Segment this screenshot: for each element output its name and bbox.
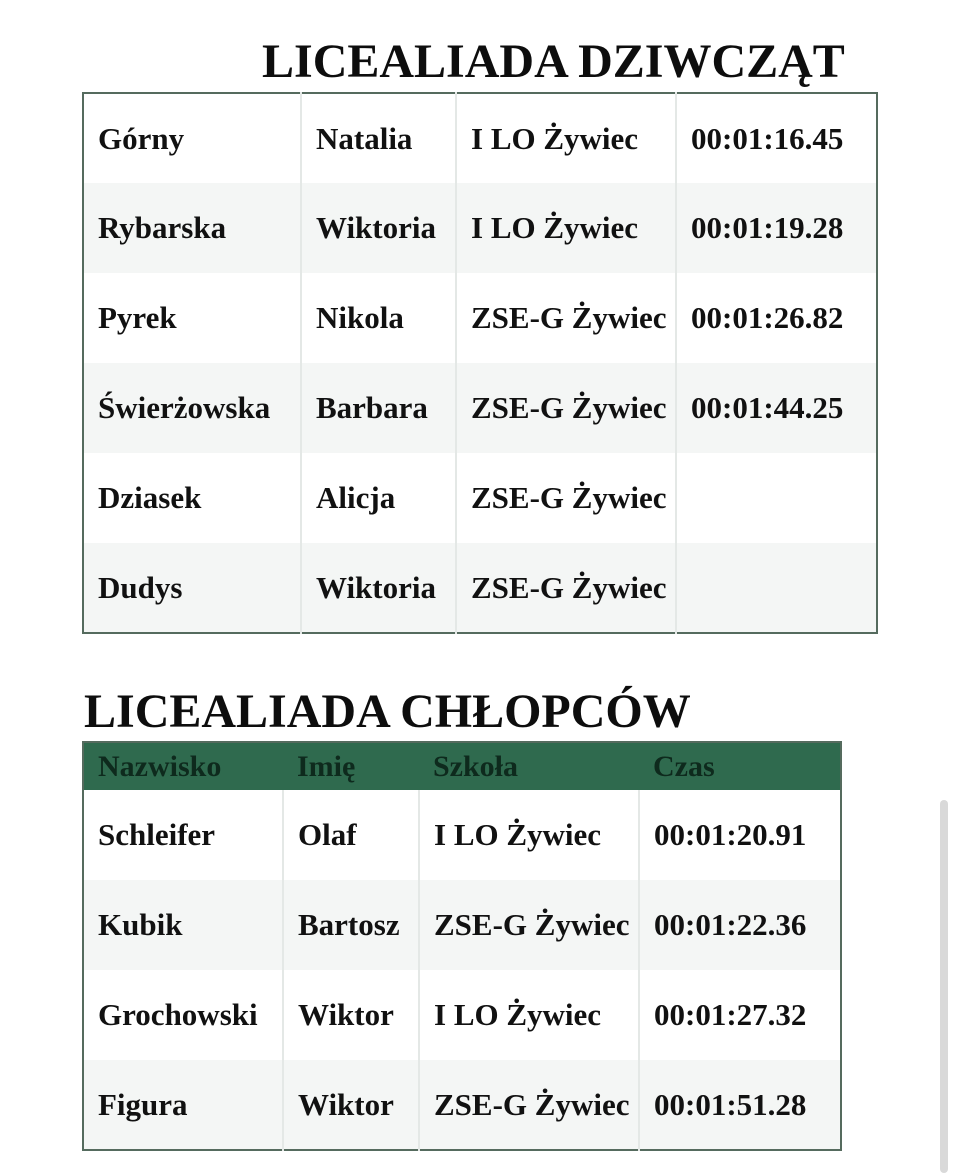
table-row bbox=[83, 790, 841, 880]
table-row bbox=[83, 273, 877, 363]
time-cell: 00:01:22.36 bbox=[639, 880, 841, 970]
first-name-cell: Nikola bbox=[301, 273, 456, 363]
time-cell: 00:01:16.45 bbox=[676, 93, 877, 183]
school-cell: ZSE-G Żywiec bbox=[456, 453, 676, 543]
header-school: Szkoła bbox=[433, 749, 519, 783]
school-cell: I LO Żywiec bbox=[456, 93, 676, 183]
time-cell bbox=[676, 543, 877, 633]
time-cell: 00:01:26.82 bbox=[676, 273, 877, 363]
time-cell: 00:01:51.28 bbox=[639, 1060, 841, 1150]
time-cell: 00:01:20.91 bbox=[639, 790, 841, 880]
surname-cell: Dziasek bbox=[98, 480, 202, 515]
table-row bbox=[83, 183, 877, 273]
surname-cell: Pyrek bbox=[98, 300, 177, 335]
header-surname: Nazwisko bbox=[98, 749, 222, 783]
first-name-cell: Olaf bbox=[283, 790, 419, 880]
table-header-row bbox=[83, 742, 841, 790]
school-cell: ZSE-G Żywiec bbox=[419, 880, 639, 970]
table-row bbox=[83, 543, 877, 633]
time-cell: 00:01:44.25 bbox=[676, 363, 877, 453]
boys-results-table bbox=[82, 741, 842, 1151]
table-row bbox=[83, 970, 841, 1060]
first-name-cell: Wiktoria bbox=[301, 183, 456, 273]
surname-cell: Kubik bbox=[98, 907, 183, 942]
time-cell bbox=[676, 453, 877, 543]
surname-cell: Figura bbox=[98, 1086, 188, 1122]
table-row bbox=[83, 93, 877, 183]
girls-results-table bbox=[82, 92, 878, 634]
surname-cell: Świerżowska bbox=[98, 390, 271, 425]
surname-cell: Rybarska bbox=[98, 210, 227, 245]
surname-cell: Schleifer bbox=[98, 817, 216, 852]
school-cell: ZSE-G Żywiec bbox=[456, 273, 676, 363]
table-row bbox=[83, 453, 877, 543]
school-cell: ZSE-G Żywiec bbox=[456, 543, 676, 633]
table-row bbox=[83, 1060, 841, 1150]
first-name-cell: Bartosz bbox=[283, 880, 419, 970]
table-row bbox=[83, 880, 841, 970]
first-name-cell: Natalia bbox=[301, 93, 456, 183]
header-first-name: Imię bbox=[297, 749, 356, 783]
school-cell: I LO Żywiec bbox=[419, 970, 639, 1060]
first-name-cell: Wiktor bbox=[283, 1060, 419, 1150]
first-name-cell: Wiktoria bbox=[301, 543, 456, 633]
boys-section-title: LICEALIADA CHŁOPCÓW bbox=[84, 685, 691, 738]
surname-cell: Grochowski bbox=[98, 997, 258, 1032]
header-time: Czas bbox=[653, 749, 715, 783]
first-name-cell: Alicja bbox=[301, 453, 456, 543]
school-cell: ZSE-G Żywiec bbox=[419, 1060, 639, 1150]
time-cell: 00:01:27.32 bbox=[639, 970, 841, 1060]
surname-cell: Dudys bbox=[98, 569, 183, 605]
school-cell: I LO Żywiec bbox=[419, 790, 639, 880]
school-cell: I LO Żywiec bbox=[456, 183, 676, 273]
table-row bbox=[83, 363, 877, 453]
surname-cell: Górny bbox=[98, 120, 185, 156]
school-cell: ZSE-G Żywiec bbox=[456, 363, 676, 453]
vertical-scrollbar[interactable] bbox=[940, 800, 948, 1173]
girls-section-title: LICEALIADA DZIWCZĄT bbox=[262, 35, 845, 88]
first-name-cell: Wiktor bbox=[283, 970, 419, 1060]
first-name-cell: Barbara bbox=[301, 363, 456, 453]
time-cell: 00:01:19.28 bbox=[676, 183, 877, 273]
